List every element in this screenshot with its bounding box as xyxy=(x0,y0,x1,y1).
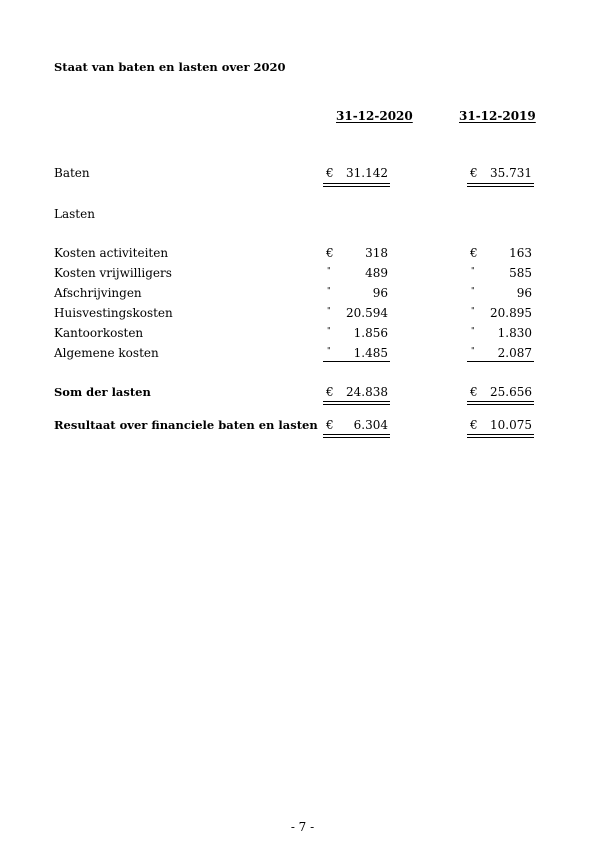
column-header-2020: 31-12-2020 xyxy=(336,109,413,123)
currency-symbol: € xyxy=(326,166,334,180)
value-kantoorkosten-2019: 1.830 xyxy=(497,326,532,340)
value-kosten-activiteiten-2019: 163 xyxy=(509,246,532,260)
currency-symbol: € xyxy=(326,385,334,399)
value-algemene-kosten-2020: 1.485 xyxy=(353,346,388,360)
ditto-mark: " xyxy=(327,286,331,295)
value-algemene-kosten-2019: 2.087 xyxy=(497,346,532,360)
subtotal-underline xyxy=(467,361,534,362)
row-label-kosten-activiteiten: Kosten activiteiten xyxy=(54,246,169,260)
ditto-mark: " xyxy=(471,306,475,315)
row-label-afschrijvingen: Afschrijvingen xyxy=(54,286,142,300)
value-resultaat-2020: 6.304 xyxy=(353,418,388,432)
value-som-2020: 24.838 xyxy=(346,385,388,399)
currency-symbol: € xyxy=(470,385,478,399)
value-baten-2019: 35.731 xyxy=(490,166,532,180)
double-underline xyxy=(323,183,390,187)
value-baten-2020: 31.142 xyxy=(346,166,388,180)
row-label-resultaat: Resultaat over financiele baten en lasten xyxy=(54,418,318,432)
value-som-2019: 25.656 xyxy=(490,385,532,399)
currency-symbol: € xyxy=(470,418,478,432)
currency-symbol: € xyxy=(470,246,478,260)
value-afschrijvingen-2019: 96 xyxy=(516,286,532,300)
double-underline xyxy=(467,434,534,438)
currency-symbol: € xyxy=(326,418,334,432)
value-kosten-activiteiten-2020: 318 xyxy=(365,246,388,260)
value-kantoorkosten-2020: 1.856 xyxy=(353,326,388,340)
double-underline xyxy=(467,401,534,405)
ditto-mark: " xyxy=(471,286,475,295)
page-number: - 7 - xyxy=(290,820,315,834)
double-underline xyxy=(323,434,390,438)
currency-symbol: € xyxy=(326,246,334,260)
ditto-mark: " xyxy=(471,266,475,275)
ditto-mark: " xyxy=(471,326,475,335)
row-label-kosten-vrijwilligers: Kosten vrijwilligers xyxy=(54,266,172,280)
value-huisvestingskosten-2019: 20.895 xyxy=(490,306,532,320)
value-resultaat-2019: 10.075 xyxy=(490,418,532,432)
value-kosten-vrijwilligers-2019: 585 xyxy=(509,266,532,280)
ditto-mark: " xyxy=(327,266,331,275)
currency-symbol: € xyxy=(470,166,478,180)
subtotal-underline xyxy=(323,361,390,362)
value-huisvestingskosten-2020: 20.594 xyxy=(346,306,388,320)
ditto-mark: " xyxy=(327,346,331,355)
row-label-kantoorkosten: Kantoorkosten xyxy=(54,326,144,340)
row-label-baten: Baten xyxy=(54,166,90,180)
ditto-mark: " xyxy=(471,346,475,355)
ditto-mark: " xyxy=(327,326,331,335)
double-underline xyxy=(323,401,390,405)
column-header-2019: 31-12-2019 xyxy=(459,109,536,123)
value-kosten-vrijwilligers-2020: 489 xyxy=(365,266,388,280)
section-heading-lasten: Lasten xyxy=(54,207,95,221)
ditto-mark: " xyxy=(327,306,331,315)
row-label-huisvestingskosten: Huisvestingskosten xyxy=(54,306,173,320)
value-afschrijvingen-2020: 96 xyxy=(372,286,388,300)
row-label-som-der-lasten: Som der lasten xyxy=(54,385,151,399)
statement-title: Staat van baten en lasten over 2020 xyxy=(54,60,286,74)
double-underline xyxy=(467,183,534,187)
row-label-algemene-kosten: Algemene kosten xyxy=(54,346,159,360)
